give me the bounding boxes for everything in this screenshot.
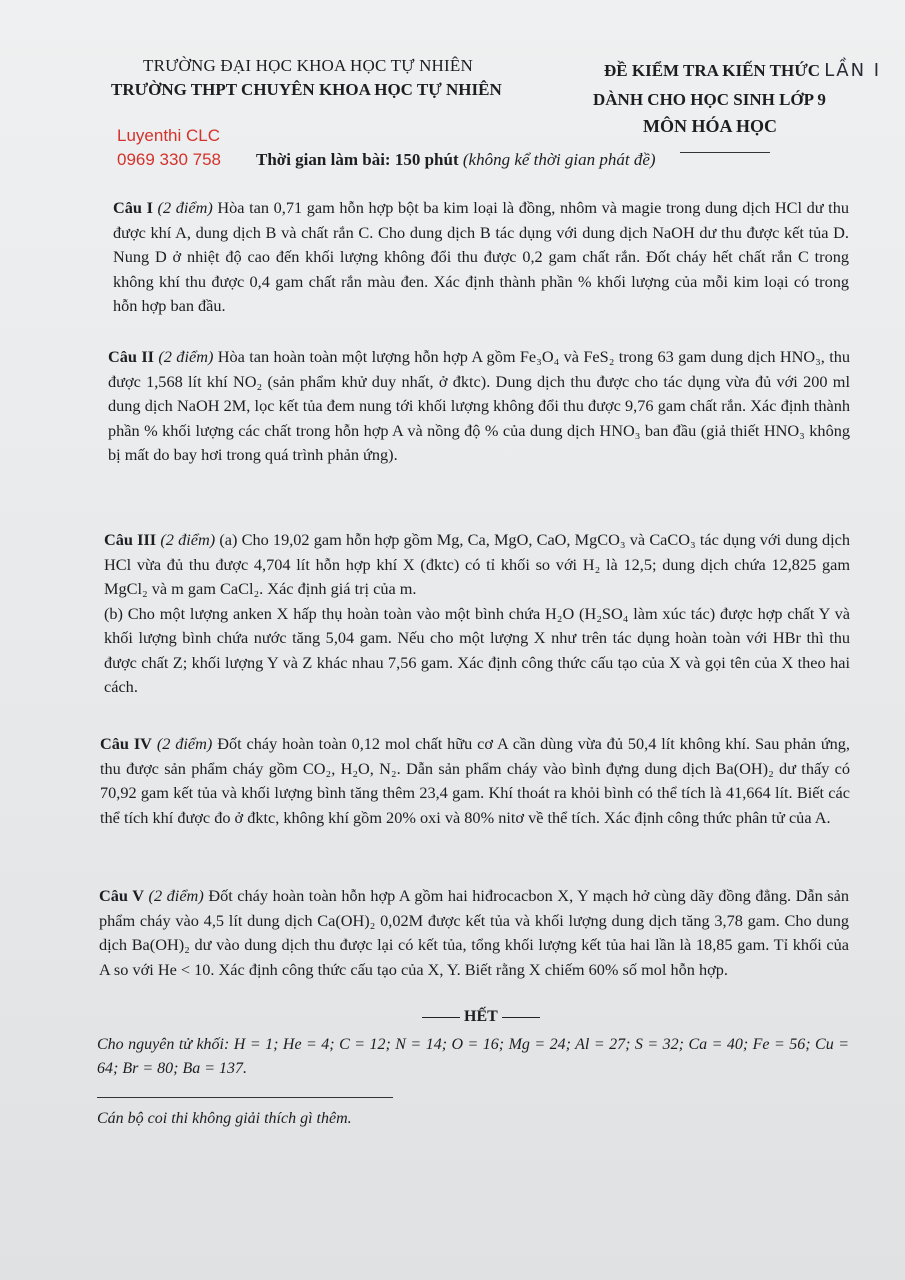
proctor-note: Cán bộ coi thi không giải thích gì thêm.: [97, 1110, 352, 1127]
high-school-name: TRƯỜNG THPT CHUYÊN KHOA HỌC TỰ NHIÊN: [111, 80, 502, 99]
end-dash-right: [502, 1017, 540, 1018]
time-limit-main: Thời gian làm bài: 150 phút: [256, 150, 459, 169]
question-4: [100, 732, 850, 830]
question-1: [113, 196, 849, 319]
time-limit-note: (không kể thời gian phát đề): [462, 150, 656, 169]
end-dash-left: [422, 1017, 460, 1018]
handwritten-round: LẦN I: [824, 60, 882, 81]
question-2-points: (2 điểm): [158, 347, 214, 366]
end-marker: [418, 1008, 544, 1026]
university-name: TRƯỜNG ĐẠI HỌC KHOA HỌC TỰ NHIÊN: [143, 56, 473, 75]
question-3-label: Câu III: [104, 530, 157, 549]
question-1-text: Hòa tan 0,71 gam hỗn hợp bột ba kim loại là đồng, nhôm và magie trong dung dịch HCl dư thu được khí A, dung dịch B và chất rắn C. Cho dung dịch B tác dụng với dung dịch NaOH dư thu được kết tủa D. Nung D ở nhiệt độ cao đến khối lượng không đổi thu được 0,2 gam chất rắn. Đốt cháy hết chất rắn C trong không khí thu được 0,4 gam chất rắn màu đen. Xác định thành phần % khối lượng của mỗi kim loại có trong hỗn hợp ban đầu.: [113, 198, 849, 315]
question-1-points: (2 điểm): [157, 198, 213, 217]
question-4-text: Đốt cháy hoàn toàn 0,12 mol chất hữu cơ A cần dùng vừa đủ 50,4 lít không khí. Sau phản ứng, thu được sản phẩm cháy gồm CO₂, H₂O, N₂. Dẫn sản phẩm cháy vào bình đựng dung dịch Ba(OH)₂ dư thấy có 70,92 gam kết tủa và khối lượng bình tăng thêm 23,4 gam. Khí thoát ra khỏi bình có thể tích là 41,664 lít. Biết các thể tích khí được đo ở đktc, không khí gồm 20% oxi và 80% nitơ về thể tích. Xác định công thức phân tử của A.: [100, 734, 851, 827]
question-3a-text: (a) Cho 19,02 gam hỗn hợp gồm Mg, Ca, MgO, CaO, MgCO₃ và CaCO₃ tác dụng với dung dịch HCl vừa đủ thu được 4,704 lít hỗn hợp khí X (đktc) có tỉ khối so với H₂ là 12,5; dung dịch chứa 12,825 gam MgCl₂ và m gam CaCl₂. Xác định giá trị của m.: [104, 530, 851, 598]
question-1-label: Câu I: [113, 198, 153, 217]
question-5: [99, 884, 849, 982]
atomic-masses: Cho nguyên tử khối: H = 1; He = 4; C = 12; N = 14; O = 16; Mg = 24; Al = 27; S = 32; Ca = 40; Fe = 56; Cu = 64; Br = 80; Ba = 137.: [97, 1036, 849, 1077]
header-divider: [680, 152, 770, 153]
watermark-name: Luyenthi CLC: [117, 126, 221, 145]
question-5-points: (2 điểm): [148, 886, 204, 905]
question-2: [108, 345, 850, 468]
exam-title-text: ĐỀ KIỂM TRA KIẾN THỨC: [604, 61, 821, 80]
end-text: HẾT: [464, 1008, 498, 1025]
watermark-phone: 0969 330 758: [117, 150, 221, 169]
exam-title: [604, 60, 881, 81]
time-limit: [256, 150, 656, 170]
exam-subject: MÔN HÓA HỌC: [643, 116, 777, 136]
question-5-label: Câu V: [99, 886, 144, 905]
question-3: [104, 528, 850, 700]
footer-divider: [97, 1097, 393, 1098]
question-4-label: Câu IV: [100, 734, 152, 753]
question-4-points: (2 điểm): [156, 734, 213, 753]
question-2-label: Câu II: [108, 347, 154, 366]
question-2-text: Hòa tan hoàn toàn một lượng hỗn hợp A gồm Fe₃O₄ và FeS₂ trong 63 gam dung dịch HNO₃, thu được 1,568 lít khí NO₂ (sản phẩm khử duy nhất, ở đktc). Dung dịch thu được cho tác dụng vừa đủ với 200 ml dung dịch NaOH 2M, lọc kết tủa đem nung tới khối lượng không đổi thu được 9,76 gam chất rắn. Xác định thành phần % khối lượng các chất trong hỗn hợp A và nồng độ % của dung dịch HNO₃ ban đầu (giả thiết HNO₃ không bị mất do bay hơi trong quá trình phản ứng).: [108, 347, 851, 464]
question-5-text: Đốt cháy hoàn toàn hỗn hợp A gồm hai hiđrocacbon X, Y mạch hở cùng dãy đồng đẳng. Dẫn sản phẩm cháy vào 4,5 lít dung dịch Ca(OH)₂ 0,02M được kết tủa và khối lượng dung dịch tăng 3,78 gam. Cho dung dịch Ba(OH)₂ dư vào dung dịch thu được lại có kết tủa, tổng khối lượng kết tủa hai lần là 18,85 gam. Tỉ khối của A so với He < 10. Xác định công thức cấu tạo của X, Y. Biết rằng X chiếm 60% số mol hỗn hợp.: [99, 886, 849, 979]
exam-audience: DÀNH CHO HỌC SINH LỚP 9: [593, 90, 826, 109]
question-3-points: (2 điểm): [160, 530, 216, 549]
question-3b-text: (b) Cho một lượng anken X hấp thụ hoàn toàn vào một bình chứa H₂O (H₂SO₄ làm xúc tác) được hợp chất Y và khối lượng bình chứa nước tăng 5,04 gam. Nếu cho một lượng X như trên tác dụng hoàn toàn với HBr thì thu được chất Z; khối lượng Y và Z khác nhau 7,56 gam. Xác định công thức cấu tạo của X và gọi tên của X theo hai cách.: [104, 603, 850, 696]
